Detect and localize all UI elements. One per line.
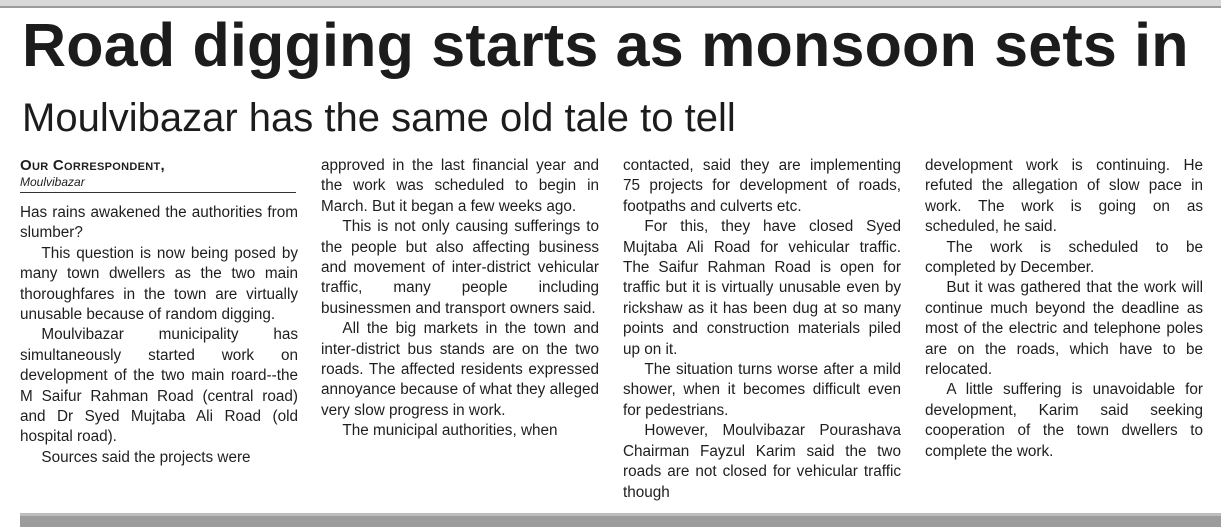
paragraph: Has rains awakened the authorities from slumber? <box>20 204 298 242</box>
paragraph: approved in the last financial year and the work was scheduled to begin in March. But it began a few weeks ago. <box>321 157 599 215</box>
clipping-top-edge <box>0 0 1221 8</box>
paragraph: contacted, said they are implementing 75 projects for development of roads, footpaths and culverts etc. <box>623 157 901 215</box>
paragraph: This question is now being posed by many town dwellers as the two main thoroughfares in the town are virtually unusable because of random digging. <box>20 244 298 324</box>
clipping-bottom-bar <box>20 513 1221 527</box>
paragraph: The situation turns worse after a mild shower, when it becomes difficult even for pedestrians. <box>623 361 901 419</box>
headline: Road digging starts as monsoon sets in <box>22 11 1189 79</box>
paragraph: However, Moulvibazar Pourashava Chairman Fayzul Karim said the two roads are not closed for vehicular traffic though <box>623 422 901 501</box>
article-column-1 <box>20 156 298 468</box>
byline-location: Moulvibazar <box>20 176 296 193</box>
byline-author: Our Correspondent, <box>20 157 166 174</box>
subheadline: Moulvibazar has the same old tale to tell <box>22 96 736 140</box>
paragraph: For this, they have closed Syed Mujtaba Ali Road for vehicular traffic. The Saifur Rahman Road is open for traffic but it is virtually unusable even by rickshaw as it has been dug at so many points and construction materials piled up on it. <box>623 218 901 358</box>
article-column-3 <box>623 156 901 503</box>
paragraph: This is not only causing sufferings to the people but also affecting business and movement of inter-district vehicular traffic, many people including businessmen and transport owners said. <box>321 218 599 317</box>
article-column-4 <box>925 156 1203 462</box>
paragraph: All the big markets in the town and inter-district bus stands are on the two roads. The affected residents expressed annoyance because of what they alleged very slow progress in work. <box>321 320 599 419</box>
paragraph: A little suffering is unavoidable for development, Karim said seeking cooperation of the town dwellers to complete the work. <box>925 381 1203 460</box>
paragraph: The municipal authorities, when <box>342 422 558 440</box>
article-column-2 <box>321 156 599 442</box>
paragraph: development work is continuing. He refuted the allegation of slow pace in work. The work is going on as scheduled, he said. <box>925 157 1203 236</box>
paragraph: The work is scheduled to be completed by December. <box>925 238 1203 277</box>
paragraph: Sources said the projects were <box>41 448 251 466</box>
paragraph: Moulvibazar municipality has simultaneously started work on development of the two main roard--the M Saifur Rahman Road (central road) and Dr Syed Mujtaba Ali Road (old hospital road). <box>20 326 298 446</box>
paragraph: But it was gathered that the work will continue much beyond the deadline as most of the electric and telephone poles are on the roads, which have to be relocated. <box>925 279 1203 379</box>
